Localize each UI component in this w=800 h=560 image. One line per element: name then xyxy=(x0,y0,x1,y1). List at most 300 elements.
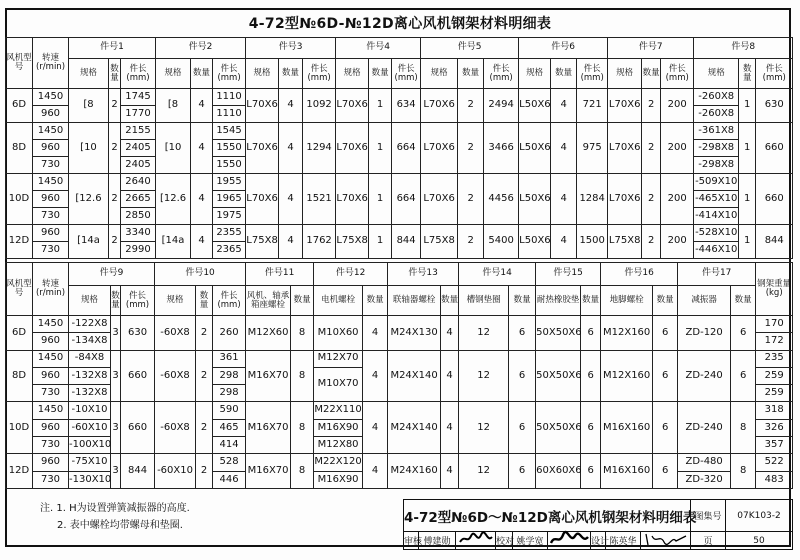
review-label: 审核 xyxy=(404,532,419,550)
header-column: 规格 xyxy=(69,286,111,316)
table-cell: M16X90 xyxy=(314,419,363,436)
table-cell: 634 xyxy=(392,89,421,123)
table-row xyxy=(6,316,793,333)
header-column: 规格 xyxy=(69,59,109,89)
table-cell: 1450 xyxy=(33,123,69,140)
table-cell: 6 xyxy=(509,350,536,402)
table-cell: 50X50X6 xyxy=(536,316,581,351)
header-column: 规格 xyxy=(246,59,279,89)
table-cell: 2 xyxy=(458,174,484,225)
table-cell: -100X10 xyxy=(69,437,111,454)
table-cell: L70X6 xyxy=(336,174,369,225)
table-row xyxy=(6,225,793,242)
header-column: 数量 xyxy=(191,59,213,89)
table-cell: -60X8 xyxy=(155,350,196,402)
table-cell: 8 xyxy=(291,350,314,402)
table-cell: 3 xyxy=(111,316,121,351)
designer-name: 陈英华 xyxy=(606,532,641,550)
table-row xyxy=(6,123,793,140)
header-column: 件长(mm) xyxy=(484,59,519,89)
table-cell: 12 xyxy=(459,316,509,351)
table-cell: L75X8 xyxy=(246,225,279,259)
fan-model-cell: 8D xyxy=(6,123,33,174)
table-cell: 2365 xyxy=(213,242,246,259)
header-column: 件长(mm) xyxy=(121,286,155,316)
table-cell: 6 xyxy=(509,454,536,489)
table-cell: ZD-240 xyxy=(678,350,731,402)
header-column: 电机螺栓 xyxy=(314,286,363,316)
header-column: 规格 xyxy=(156,59,191,89)
table-cell: 1450 xyxy=(33,350,69,367)
table-cell: 2155 xyxy=(121,123,156,140)
table-cell: 6 xyxy=(581,402,601,454)
header-column: 数量 xyxy=(731,286,756,316)
header-speed: 转速(r/min) xyxy=(33,38,69,89)
table-cell: 1092 xyxy=(303,89,336,123)
table-cell: 4 xyxy=(441,402,459,454)
table-cell: M12X80 xyxy=(314,437,363,454)
table-cell: 2 xyxy=(642,174,661,225)
table-cell: 200 xyxy=(661,123,694,174)
table-cell: 664 xyxy=(392,174,421,225)
header-column: 数量 xyxy=(369,59,392,89)
header-column: 件长(mm) xyxy=(213,59,246,89)
table-cell: 8 xyxy=(731,454,756,489)
title-block xyxy=(403,499,793,550)
header-column: 规格 xyxy=(694,59,739,89)
table-cell: 960 xyxy=(33,140,69,157)
table-cell: 660 xyxy=(756,174,793,225)
header-column: 规格 xyxy=(421,59,458,89)
table-cell: 50X50X6 xyxy=(536,402,581,454)
header-column: 数量 xyxy=(291,286,314,316)
table-cell: 1294 xyxy=(303,123,336,174)
table-cell: 3466 xyxy=(484,123,519,174)
table-cell: 4 xyxy=(551,225,577,259)
table-cell: 1762 xyxy=(303,225,336,259)
header-column: 件长(mm) xyxy=(756,59,793,89)
table-cell: 50X50X6 xyxy=(536,350,581,402)
table-cell: 1110 xyxy=(213,106,246,123)
table-cell: 318 xyxy=(756,402,793,419)
table-cell: 4 xyxy=(441,316,459,351)
table-cell: 298 xyxy=(213,385,246,402)
header-column: 槽钢垫圈 xyxy=(459,286,509,316)
table-row xyxy=(6,454,793,471)
table-cell: -132X8 xyxy=(69,367,111,384)
fan-model-cell: 6D xyxy=(6,316,33,351)
table-cell: 2 xyxy=(109,174,121,225)
table-cell: 2 xyxy=(458,123,484,174)
table-cell: 630 xyxy=(756,89,793,123)
header-column: 数量 xyxy=(509,286,536,316)
table-cell: [8 xyxy=(69,89,109,123)
table-cell: 730 xyxy=(33,208,69,225)
table-cell: -122X8 xyxy=(69,316,111,333)
header-part-group: 件号4 xyxy=(336,38,421,59)
header-column: 数量 xyxy=(111,286,121,316)
table-cell: M24X140 xyxy=(388,350,441,402)
table-cell: 660 xyxy=(756,123,793,174)
header-column: 规格 xyxy=(519,59,551,89)
table-cell: M12X60 xyxy=(246,316,291,351)
table-cell: 4 xyxy=(279,89,303,123)
header-column: 件长(mm) xyxy=(577,59,608,89)
table-cell: 664 xyxy=(392,123,421,174)
table-cell: -361X8 xyxy=(694,123,739,140)
table-cell: 6 xyxy=(509,402,536,454)
table-cell: 528 xyxy=(213,454,246,471)
atlas-number: 07K103-2 xyxy=(726,500,793,532)
table-cell: -260X8 xyxy=(694,89,739,106)
table-cell: -528X10 xyxy=(694,225,739,242)
header-part-group: 件号9 xyxy=(69,263,155,286)
table-cell: 6 xyxy=(509,316,536,351)
table-cell: 172 xyxy=(756,333,793,350)
table-cell: 6 xyxy=(653,454,678,489)
header-column: 数量 xyxy=(653,286,678,316)
table-cell: 2 xyxy=(196,402,213,454)
header-column: 数量 xyxy=(363,286,388,316)
table-cell: 1550 xyxy=(213,140,246,157)
header-speed: 转速(r/min) xyxy=(33,263,69,316)
table-cell: -60X8 xyxy=(155,316,196,351)
table-cell: L70X6 xyxy=(608,123,642,174)
table-cell: L70X6 xyxy=(608,89,642,123)
table-cell: 361 xyxy=(213,350,246,367)
designer-signature xyxy=(641,532,691,550)
header-column: 减振器 xyxy=(678,286,731,316)
note-1: 注. 1. H为设置弹簧减振器的高度. xyxy=(40,503,190,514)
table-cell: M16X70 xyxy=(246,454,291,489)
table-cell: 2 xyxy=(642,225,661,259)
table-cell: 4 xyxy=(279,123,303,174)
table-cell: 1 xyxy=(739,89,756,123)
table-cell: L70X6 xyxy=(421,174,458,225)
page-number: 50 xyxy=(726,532,793,550)
table-cell: 960 xyxy=(33,191,69,208)
table-cell: 6 xyxy=(653,402,678,454)
table-cell: [10 xyxy=(156,123,191,174)
table-cell: 4 xyxy=(363,402,388,454)
table-cell: L75X8 xyxy=(608,225,642,259)
header-part-group: 件号7 xyxy=(608,38,694,59)
table-cell: 5400 xyxy=(484,225,519,259)
table-cell: 960 xyxy=(33,225,69,242)
table-cell: 6 xyxy=(581,454,601,489)
table-cell: M22X110 xyxy=(314,402,363,419)
header-column: 数量 xyxy=(109,59,121,89)
atlas-label: 图集号 xyxy=(691,500,726,532)
table-cell: L50X6 xyxy=(519,174,551,225)
table-cell: L75X8 xyxy=(421,225,458,259)
table-cell: L50X6 xyxy=(519,225,551,259)
table-cell: 960 xyxy=(33,106,69,123)
header-column: 数量 xyxy=(441,286,459,316)
table-cell: 4 xyxy=(363,454,388,489)
table-cell: 4 xyxy=(191,89,213,123)
header-column: 规格 xyxy=(608,59,642,89)
table-cell: ZD-240 xyxy=(678,402,731,454)
fan-model-cell: 10D xyxy=(6,174,33,225)
header-subrow xyxy=(6,286,793,316)
header-column: 件长(mm) xyxy=(392,59,421,89)
note-2: 2. 表中螺栓均带螺母和垫圈. xyxy=(57,520,183,531)
header-part-group: 件号14 xyxy=(459,263,536,286)
table-cell: -134X8 xyxy=(69,333,111,350)
table-row xyxy=(6,174,793,191)
table-cell: [14a xyxy=(69,225,109,259)
table-cell: M24X160 xyxy=(388,454,441,489)
table-cell: 235 xyxy=(756,350,793,367)
table-cell: 1450 xyxy=(33,174,69,191)
header-part-group: 件号10 xyxy=(155,263,246,286)
table-cell: 2640 xyxy=(121,174,156,191)
material-table-parts-9-17 xyxy=(5,262,793,489)
header-column: 件长(mm) xyxy=(213,286,246,316)
header-fan-model: 风机型号 xyxy=(6,38,33,89)
table-cell: -75X10 xyxy=(69,454,111,471)
table-cell: L70X6 xyxy=(336,89,369,123)
table-cell: -414X10 xyxy=(694,208,739,225)
table-cell: -260X8 xyxy=(694,106,739,123)
table-cell: L50X6 xyxy=(519,89,551,123)
table-cell: 1284 xyxy=(577,174,608,225)
table-cell: 2 xyxy=(196,350,213,402)
table-cell: 4 xyxy=(191,123,213,174)
table-cell: M24X130 xyxy=(388,316,441,351)
header-column: 风机、轴承箱座螺栓 xyxy=(246,286,291,316)
header-part-group: 件号8 xyxy=(694,38,793,59)
table-cell: M16X160 xyxy=(601,454,653,489)
table-cell: 1 xyxy=(739,174,756,225)
table-cell: 2990 xyxy=(121,242,156,259)
table-cell: 465 xyxy=(213,419,246,436)
table-cell: [10 xyxy=(69,123,109,174)
table-cell: [14a xyxy=(156,225,191,259)
table-cell: 200 xyxy=(661,225,694,259)
table-cell: M16X70 xyxy=(246,350,291,402)
table-cell: 1521 xyxy=(303,174,336,225)
header-part-group: 件号2 xyxy=(156,38,246,59)
table-cell: L50X6 xyxy=(519,123,551,174)
table-cell: 2 xyxy=(642,89,661,123)
table-cell: 1955 xyxy=(213,174,246,191)
table-cell: L70X6 xyxy=(246,123,279,174)
table-cell: 2 xyxy=(109,225,121,259)
header-column: 规格 xyxy=(155,286,196,316)
design-label: 设计 xyxy=(591,532,606,550)
table-cell: ZD-320 xyxy=(678,471,731,488)
table-cell: M16X160 xyxy=(601,402,653,454)
table-cell: 2 xyxy=(109,123,121,174)
table-cell: 1975 xyxy=(213,208,246,225)
table-cell: 259 xyxy=(756,367,793,384)
table-cell: 2665 xyxy=(121,191,156,208)
table-cell: L70X6 xyxy=(421,123,458,174)
table-cell: 8 xyxy=(731,402,756,454)
check-label: 校对 xyxy=(496,532,513,550)
table-cell: 1965 xyxy=(213,191,246,208)
header-column: 数量 xyxy=(581,286,601,316)
table-cell: 4 xyxy=(441,454,459,489)
reviewer-name: 傅建勋 xyxy=(419,532,456,550)
table-cell: 4 xyxy=(551,89,577,123)
header-part-group: 件号15 xyxy=(536,263,601,286)
table-cell: 960 xyxy=(33,333,69,350)
table-cell: 1450 xyxy=(33,89,69,106)
table-cell: -509X10 xyxy=(694,174,739,191)
table-cell: 660 xyxy=(121,350,155,402)
table-cell: 12 xyxy=(459,402,509,454)
table-cell: 200 xyxy=(661,89,694,123)
material-table-parts-1-8 xyxy=(5,37,793,259)
table-cell: 4 xyxy=(279,225,303,259)
table-cell: 1 xyxy=(369,123,392,174)
header-column: 件长(mm) xyxy=(661,59,694,89)
header-column: 联轴器螺栓 xyxy=(388,286,441,316)
table-cell: 730 xyxy=(33,242,69,259)
header-column: 地脚螺栓 xyxy=(601,286,653,316)
table-cell: 2405 xyxy=(121,140,156,157)
header-column: 耐热橡胶垫 xyxy=(536,286,581,316)
table-cell: 6 xyxy=(731,350,756,402)
table-cell: M12X160 xyxy=(601,316,653,351)
table-cell: M12X160 xyxy=(601,350,653,402)
table-cell: 3340 xyxy=(121,225,156,242)
titleblock-title: 4-72型№6D～№12D离心风机钢架材料明细表 xyxy=(404,500,691,532)
table-cell: L70X6 xyxy=(246,89,279,123)
table-cell: 2 xyxy=(196,454,213,489)
header-part-group: 件号5 xyxy=(421,38,519,59)
table-cell: -446X10 xyxy=(694,242,739,259)
table-cell: 721 xyxy=(577,89,608,123)
table-cell: 170 xyxy=(756,316,793,333)
table-cell: 8 xyxy=(291,316,314,351)
table-cell: M16X90 xyxy=(314,471,363,488)
table-cell: -60X10 xyxy=(155,454,196,489)
header-part-group: 件号13 xyxy=(388,263,459,286)
header-part-group: 件号6 xyxy=(519,38,608,59)
table-cell: 844 xyxy=(121,454,155,489)
header-weight: 钢架重量(kg) xyxy=(756,263,793,316)
table-cell: L75X8 xyxy=(336,225,369,259)
table-cell: 2 xyxy=(109,89,121,123)
table-cell: 1 xyxy=(739,123,756,174)
table-cell: 4 xyxy=(551,174,577,225)
header-part-group: 件号12 xyxy=(314,263,388,286)
table-cell: 960 xyxy=(33,367,69,384)
table-cell: L70X6 xyxy=(246,174,279,225)
table-cell: 960 xyxy=(33,454,69,471)
table-cell: 6 xyxy=(731,316,756,351)
table-cell: M12X70 xyxy=(314,350,363,367)
table-cell: -132X8 xyxy=(69,385,111,402)
table-cell: 4456 xyxy=(484,174,519,225)
table-row xyxy=(6,350,793,367)
table-cell: -130X10 xyxy=(69,471,111,488)
table-cell: 1450 xyxy=(33,316,69,333)
table-cell: 660 xyxy=(121,402,155,454)
table-cell: 1450 xyxy=(33,402,69,419)
table-cell: -298X8 xyxy=(694,140,739,157)
table-cell: 60X60X6 xyxy=(536,454,581,489)
table-cell: 200 xyxy=(661,174,694,225)
table-cell: 6 xyxy=(581,316,601,351)
table-cell: 446 xyxy=(213,471,246,488)
table-cell: 6 xyxy=(653,316,678,351)
header-column: 数量 xyxy=(279,59,303,89)
table-cell: -465X10 xyxy=(694,191,739,208)
table-cell: [8 xyxy=(156,89,191,123)
table-cell: 2355 xyxy=(213,225,246,242)
fan-model-cell: 12D xyxy=(6,454,33,489)
table-cell: 1745 xyxy=(121,89,156,106)
table-cell: 1545 xyxy=(213,123,246,140)
table-cell: 2 xyxy=(458,89,484,123)
table-cell: ZD-480 xyxy=(678,454,731,471)
table-cell: 1500 xyxy=(577,225,608,259)
table-cell: M10X60 xyxy=(314,316,363,351)
table-cell: -298X8 xyxy=(694,157,739,174)
table-cell: -10X10 xyxy=(69,402,111,419)
table-cell: 1 xyxy=(369,174,392,225)
table-cell: 2850 xyxy=(121,208,156,225)
table-cell: 260 xyxy=(213,316,246,351)
table-cell: M10X70 xyxy=(314,367,363,402)
table-cell: 590 xyxy=(213,402,246,419)
table-cell: 4 xyxy=(279,174,303,225)
header-column: 件长(mm) xyxy=(303,59,336,89)
table-row xyxy=(6,402,793,419)
notes xyxy=(40,500,190,534)
table-cell: 8 xyxy=(291,402,314,454)
table-cell: 259 xyxy=(756,385,793,402)
table-cell: 3 xyxy=(111,402,121,454)
table-cell: 12 xyxy=(459,454,509,489)
table-cell: 357 xyxy=(756,437,793,454)
reviewer-signature xyxy=(456,532,496,550)
table-cell: 1110 xyxy=(213,89,246,106)
table-cell: M22X120 xyxy=(314,454,363,471)
table-cell: 483 xyxy=(756,471,793,488)
table-cell: 2 xyxy=(196,316,213,351)
header-part-group: 件号16 xyxy=(601,263,678,286)
checker-name: 姚学宽 xyxy=(513,532,548,550)
table-cell: 730 xyxy=(33,471,69,488)
table-cell: -60X8 xyxy=(155,402,196,454)
table-cell: 4 xyxy=(441,350,459,402)
header-part-group: 件号11 xyxy=(246,263,314,286)
table-cell: -84X8 xyxy=(69,350,111,367)
table-cell: L70X6 xyxy=(336,123,369,174)
header-column: 数量 xyxy=(551,59,577,89)
table-cell: 1 xyxy=(739,225,756,259)
header-column: 数量 xyxy=(458,59,484,89)
table-cell: 4 xyxy=(191,225,213,259)
table-cell: 1550 xyxy=(213,157,246,174)
table-cell: 730 xyxy=(33,157,69,174)
table-cell: 975 xyxy=(577,123,608,174)
table-cell: [12.6 xyxy=(156,174,191,225)
table-cell: -60X10 xyxy=(69,419,111,436)
table-cell: 2 xyxy=(458,225,484,259)
table-cell: 2 xyxy=(642,123,661,174)
header-part-group: 件号1 xyxy=(69,38,156,59)
fan-model-cell: 6D xyxy=(6,89,33,123)
header-subrow xyxy=(6,59,793,89)
header-column: 件长(mm) xyxy=(121,59,156,89)
